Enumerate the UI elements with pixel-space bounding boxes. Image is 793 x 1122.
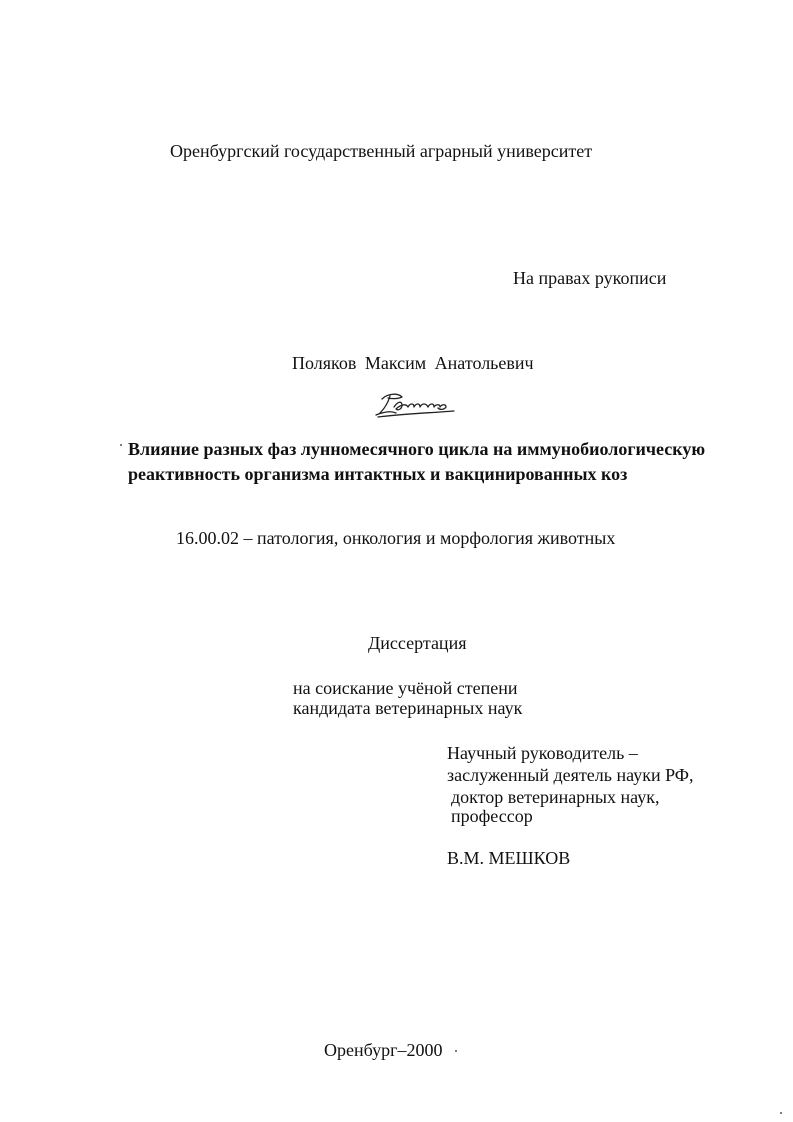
- manuscript-rights-note: На правах рукописи: [513, 268, 667, 288]
- dissertation-title-line-1: Влияние разных фаз лунномесячного цикла на иммунобиологическую: [128, 439, 706, 459]
- specialty-code: 16.00.02 – патология, онкология и морфология животных: [176, 528, 616, 548]
- supervisor-line-4: профессор: [451, 806, 533, 826]
- city-year: Оренбург–2000: [324, 1040, 443, 1060]
- degree-line-2: кандидата ветеринарных наук: [293, 698, 523, 718]
- document-type: Диссертация: [368, 633, 467, 653]
- scan-speck: [455, 1050, 457, 1052]
- author-name: Поляков Максим Анатольевич: [292, 353, 534, 373]
- supervisor-line-1: Научный руководитель –: [447, 743, 638, 763]
- scan-speck: [780, 1112, 782, 1114]
- handwritten-signature-icon: [372, 389, 456, 421]
- university-name: Оренбургский государственный аграрный университет: [170, 141, 593, 161]
- scan-speck: [120, 444, 122, 446]
- degree-line-1: на соискание учёной степени: [293, 678, 518, 698]
- supervisor-line-2: заслуженный деятель науки РФ,: [447, 765, 694, 785]
- supervisor-line-3: доктор ветеринарных наук,: [451, 787, 660, 807]
- supervisor-name: В.М. МЕШКОВ: [447, 848, 571, 868]
- dissertation-title-line-2: реактивность организма интактных и вакцинированных коз: [128, 464, 628, 484]
